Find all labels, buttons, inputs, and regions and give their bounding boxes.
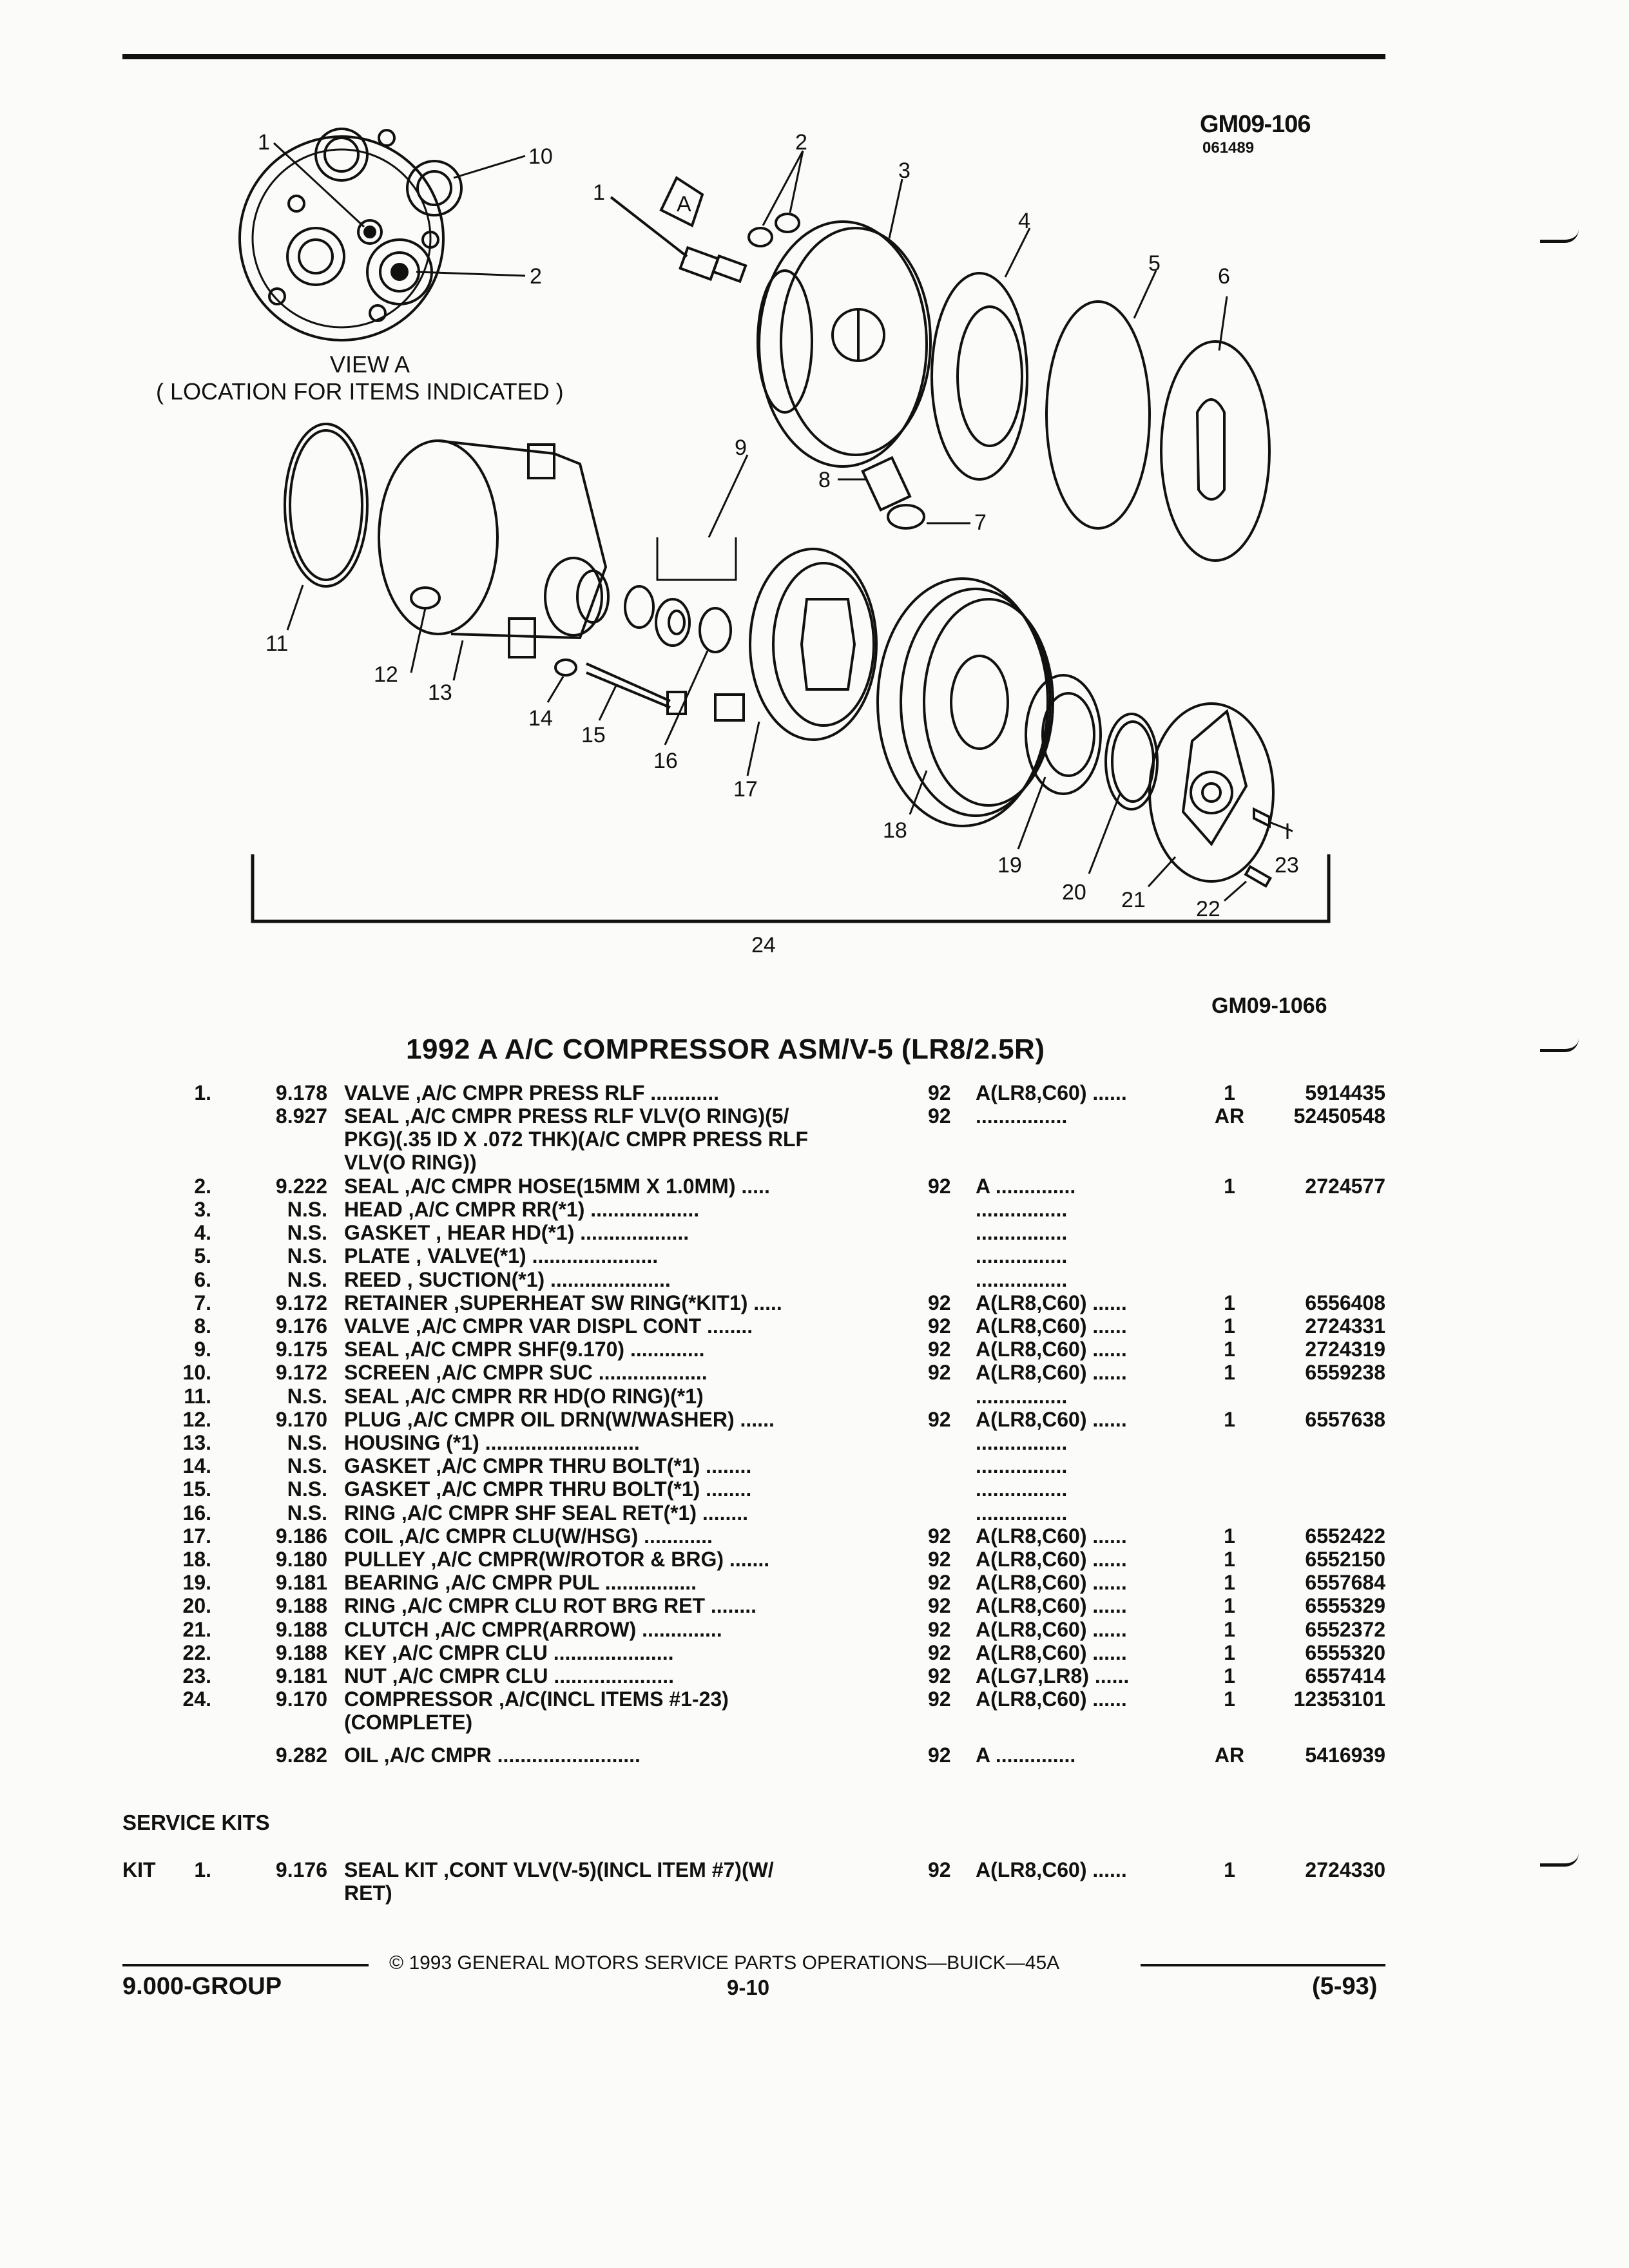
application: ................ [976, 1477, 1068, 1501]
description-line: SEAL ,A/C CMPR PRESS RLF VLV(O RING)(5/ [344, 1104, 789, 1128]
footer-date: (5-93) [1312, 1973, 1378, 2000]
application: A .............. [976, 1743, 1076, 1767]
application: A(LR8,C60) ...... [976, 1407, 1127, 1431]
view-a-rear-head [240, 129, 461, 340]
item-number: 4. [194, 1221, 211, 1245]
description-line: PKG)(.35 ID X .072 THK)(A/C CMPR PRESS RLF [344, 1128, 809, 1151]
group-number: N.S. [287, 1244, 327, 1268]
description-line: NUT ,A/C CMPR CLU ..................... [344, 1664, 675, 1687]
item-number: 24. [182, 1687, 211, 1711]
part-description [344, 1104, 808, 1174]
quantity: 1 [1224, 1617, 1235, 1641]
item-number: 17. [182, 1524, 211, 1548]
item-number: 3. [194, 1198, 211, 1221]
callout-20: 20 [1062, 880, 1086, 905]
item-number: 21. [182, 1617, 211, 1641]
description-line: HOUSING (*1) ........................... [344, 1431, 640, 1454]
description-line: GASKET ,A/C CMPR THRU BOLT(*1) ........ [344, 1477, 752, 1501]
quantity: 1 [1224, 1687, 1235, 1711]
callout-21: 21 [1121, 888, 1146, 912]
group-number: N.S. [287, 1477, 327, 1501]
model-year: 92 [928, 1858, 951, 1881]
callout-22: 22 [1196, 897, 1220, 921]
callout-1-view: 1 [258, 130, 270, 155]
callout-24: 24 [751, 933, 776, 957]
group-number: N.S. [287, 1267, 327, 1291]
description-line: VLV(O RING)) [344, 1151, 477, 1175]
model-year: 92 [928, 1594, 951, 1618]
view-marker-letter: A [677, 192, 691, 216]
quantity: 1 [1224, 1361, 1235, 1385]
callout-16: 16 [653, 749, 678, 773]
part-number: 2724319 [1305, 1338, 1385, 1361]
part-number: 6556408 [1305, 1291, 1385, 1314]
model-year: 92 [928, 1338, 951, 1361]
application: ................ [976, 1198, 1068, 1221]
application: A(LR8,C60) ...... [976, 1571, 1127, 1595]
application: ................ [976, 1454, 1068, 1478]
clutch-coil-part [715, 549, 876, 740]
application: A(LR8,C60) ...... [976, 1594, 1127, 1618]
quantity: 1 [1224, 1081, 1235, 1104]
illustration-code: GM09-106 [1200, 111, 1311, 138]
part-description [344, 1314, 753, 1338]
part-number: 6559238 [1305, 1361, 1385, 1385]
quantity: 1 [1224, 1548, 1235, 1571]
item-number: 5. [194, 1244, 211, 1268]
item-number: 16. [182, 1501, 211, 1524]
description-line: COMPRESSOR ,A/C(INCL ITEMS #1-23) [344, 1687, 729, 1711]
model-year: 92 [928, 1743, 951, 1767]
callout-5: 5 [1148, 251, 1161, 276]
callout-17: 17 [733, 777, 758, 802]
model-year: 92 [928, 1291, 951, 1314]
part-description [344, 1524, 713, 1548]
item-number: 22. [182, 1640, 211, 1664]
quantity: 1 [1224, 1291, 1235, 1314]
rear-head-part [758, 222, 930, 466]
callout-8: 8 [818, 468, 831, 492]
part-number: 6557414 [1305, 1664, 1385, 1687]
item-number: 15. [182, 1477, 211, 1501]
group-number: 9.188 [275, 1617, 327, 1641]
part-description [344, 1291, 782, 1314]
application: A(LR8,C60) ...... [976, 1081, 1127, 1104]
group-number: 9.180 [275, 1548, 327, 1571]
quantity: AR [1214, 1743, 1245, 1767]
footer-page-number: 9-10 [727, 1975, 770, 1999]
compressor-housing-part [379, 441, 608, 657]
description-line: COIL ,A/C CMPR CLU(W/HSG) ............ [344, 1524, 713, 1548]
quantity: 1 [1224, 1524, 1235, 1548]
group-number: 9.178 [275, 1081, 327, 1104]
application: ................ [976, 1384, 1068, 1408]
model-year: 92 [928, 1687, 951, 1711]
group-number: 9.282 [275, 1743, 327, 1767]
item-number: 14. [182, 1454, 211, 1478]
group-number: 9.222 [275, 1174, 327, 1198]
part-number: 5914435 [1305, 1081, 1385, 1104]
callout-18: 18 [883, 818, 907, 843]
item-number: 18. [182, 1548, 211, 1571]
part-number: 12353101 [1293, 1687, 1385, 1711]
application: A(LR8,C60) ...... [976, 1314, 1127, 1338]
description-line: RING ,A/C CMPR CLU ROT BRG RET ........ [344, 1594, 757, 1618]
model-year: 92 [928, 1571, 951, 1595]
callout-11: 11 [265, 631, 289, 656]
callout-9: 9 [735, 436, 747, 460]
part-number: 2724577 [1305, 1174, 1385, 1198]
description-line: CLUTCH ,A/C CMPR(ARROW) .............. [344, 1617, 722, 1641]
description-line: KEY ,A/C CMPR CLU ..................... [344, 1640, 674, 1664]
quantity: 1 [1224, 1858, 1235, 1881]
part-description [344, 1431, 640, 1454]
group-number: N.S. [287, 1501, 327, 1524]
application: ................ [976, 1267, 1068, 1291]
pulley-part [878, 579, 1053, 826]
group-number: 9.181 [275, 1571, 327, 1595]
description-line: SEAL ,A/C CMPR HOSE(15MM X 1.0MM) ..... [344, 1174, 770, 1198]
part-description [344, 1687, 729, 1734]
description-line: GASKET ,A/C CMPR THRU BOLT(*1) ........ [344, 1454, 752, 1478]
callout-2: 2 [795, 130, 807, 155]
description-line: VALVE ,A/C CMPR PRESS RLF ............ [344, 1081, 719, 1104]
model-year: 92 [928, 1640, 951, 1664]
quantity: 1 [1224, 1314, 1235, 1338]
description-line: (COMPLETE) [344, 1711, 473, 1735]
item-number: 2. [194, 1174, 211, 1198]
group-number: 9.188 [275, 1594, 327, 1618]
part-description [344, 1175, 770, 1198]
part-description [344, 1385, 704, 1408]
item-number: 13. [182, 1431, 211, 1454]
service-kits-heading: SERVICE KITS [122, 1811, 270, 1834]
callout-15: 15 [581, 723, 606, 747]
callout-7: 7 [974, 510, 987, 535]
group-number: 9.181 [275, 1664, 327, 1687]
group-number: 9.170 [275, 1407, 327, 1431]
part-number: 6555329 [1305, 1594, 1385, 1618]
description-line: PLATE , VALVE(*1) ...................... [344, 1244, 659, 1268]
callout-19: 19 [998, 853, 1022, 878]
quantity: 1 [1224, 1640, 1235, 1664]
description-line: SEAL ,A/C CMPR SHF(9.170) ............. [344, 1338, 705, 1361]
model-year: 92 [928, 1174, 951, 1198]
application: A(LR8,C60) ...... [976, 1640, 1127, 1664]
description-line: VALVE ,A/C CMPR VAR DISPL CONT ........ [344, 1314, 753, 1338]
part-description [344, 1338, 705, 1361]
footer-rule-left [122, 1964, 369, 1966]
compressor-exploded-diagram [0, 0, 1629, 979]
group-number: N.S. [287, 1454, 327, 1478]
group-number: 9.176 [275, 1314, 327, 1338]
quantity: 1 [1224, 1407, 1235, 1431]
application: A(LR8,C60) ...... [976, 1687, 1127, 1711]
application: A(LR8,C60) ...... [976, 1291, 1127, 1314]
item-number: 9. [194, 1338, 211, 1361]
footer-group: 9.000-GROUP [122, 1973, 282, 2000]
model-year: 92 [928, 1617, 951, 1641]
group-number: N.S. [287, 1384, 327, 1408]
group-number: 9.170 [275, 1687, 327, 1711]
part-number: 2724331 [1305, 1314, 1385, 1338]
callout-14: 14 [528, 706, 553, 731]
part-description [344, 1571, 697, 1594]
part-number: 6557638 [1305, 1407, 1385, 1431]
group-number: 9.172 [275, 1291, 327, 1314]
callout-6: 6 [1218, 264, 1230, 289]
item-number: 11. [184, 1384, 211, 1408]
group-number: 9.175 [275, 1338, 327, 1361]
model-year: 92 [928, 1104, 951, 1128]
item-number: 23. [182, 1664, 211, 1687]
model-year: 92 [928, 1361, 951, 1385]
application: A(LR8,C60) ...... [976, 1338, 1127, 1361]
application: ................ [976, 1104, 1068, 1128]
item-number: 7. [194, 1291, 211, 1314]
group-number: 8.927 [275, 1104, 327, 1128]
description-line: RET) [344, 1881, 392, 1905]
illustration-subcode: 061489 [1202, 139, 1255, 157]
view-a-leaders [274, 143, 525, 276]
description-line: RING ,A/C CMPR SHF SEAL RET(*1) ........ [344, 1501, 749, 1524]
part-number: 5416939 [1305, 1743, 1385, 1767]
description-line: OIL ,A/C CMPR ......................... [344, 1743, 641, 1767]
figure-code: GM09-1066 [1211, 994, 1327, 1018]
part-description [344, 1641, 673, 1664]
callout-3: 3 [898, 159, 911, 183]
description-line: BEARING ,A/C CMPR PUL ................ [344, 1571, 697, 1595]
model-year: 92 [928, 1664, 951, 1687]
description-line: PULLEY ,A/C CMPR(W/ROTOR & BRG) ....... [344, 1548, 770, 1571]
quantity: 1 [1224, 1571, 1235, 1595]
part-number: 2724330 [1305, 1858, 1385, 1881]
group-number: 9.176 [275, 1858, 327, 1881]
description-line: GASKET , HEAR HD(*1) ................... [344, 1221, 689, 1245]
view-a-caption-sub: ( LOCATION FOR ITEMS INDICATED ) [156, 378, 564, 405]
callout-23: 23 [1275, 853, 1299, 878]
group-number: N.S. [287, 1431, 327, 1454]
group-number: N.S. [287, 1221, 327, 1245]
callout-4: 4 [1018, 209, 1030, 233]
part-description [344, 1594, 757, 1617]
part-description [344, 1198, 699, 1221]
item-number: 20. [182, 1594, 211, 1618]
model-year: 92 [928, 1314, 951, 1338]
part-description [344, 1408, 775, 1431]
description-line: SEAL KIT ,CONT VLV(V-5)(INCL ITEM #7)(W/ [344, 1858, 774, 1881]
quantity: AR [1214, 1104, 1245, 1128]
part-number: 6552372 [1305, 1617, 1385, 1641]
margin-mark [1540, 1039, 1579, 1052]
view-a-marker [661, 178, 702, 226]
quantity: 1 [1224, 1174, 1235, 1198]
part-description [344, 1664, 674, 1687]
footer-copyright: © 1993 GENERAL MOTORS SERVICE PARTS OPERATIONS—BUICK—45A [389, 1952, 1060, 1974]
callout-10: 10 [528, 144, 553, 169]
application: A .............. [976, 1174, 1076, 1198]
item-number: 6. [194, 1267, 211, 1291]
application: ................ [976, 1431, 1068, 1454]
kit-item-number: 1. [194, 1858, 211, 1881]
kit-description [344, 1858, 774, 1905]
part-description [344, 1548, 769, 1571]
part-number: 6557684 [1305, 1571, 1385, 1595]
item-number: 8. [194, 1314, 211, 1338]
item-number: 10. [182, 1361, 211, 1385]
model-year: 92 [928, 1081, 951, 1104]
item-number: 19. [182, 1571, 211, 1595]
group-number: 9.186 [275, 1524, 327, 1548]
callout-2-view: 2 [530, 264, 542, 289]
application: A(LG7,LR8) ...... [976, 1664, 1130, 1687]
clutch-plate-part [1150, 704, 1273, 881]
part-number: 52450548 [1293, 1104, 1385, 1128]
part-description [344, 1244, 658, 1267]
application: A(LR8,C60) ...... [976, 1361, 1127, 1385]
part-description [344, 1221, 689, 1244]
section-title: 1992 A A/C COMPRESSOR ASM/V-5 (LR8/2.5R) [406, 1033, 1045, 1065]
callout-1: 1 [593, 180, 605, 205]
part-number: 6552422 [1305, 1524, 1385, 1548]
view-a-caption: VIEW A [330, 351, 410, 378]
description-line: RETAINER ,SUPERHEAT SW RING(*KIT1) ..... [344, 1291, 782, 1314]
model-year: 92 [928, 1407, 951, 1431]
part-number: 6555320 [1305, 1640, 1385, 1664]
description-line: SCREEN ,A/C CMPR SUC ................... [344, 1361, 708, 1385]
application: A(LR8,C60) ...... [976, 1548, 1127, 1571]
group-number: 9.172 [275, 1361, 327, 1385]
description-line: PLUG ,A/C CMPR OIL DRN(W/WASHER) ...... [344, 1407, 775, 1431]
model-year: 92 [928, 1524, 951, 1548]
group-number: N.S. [287, 1198, 327, 1221]
application: A(LR8,C60) ...... [976, 1858, 1127, 1881]
application: A(LR8,C60) ...... [976, 1524, 1127, 1548]
quantity: 1 [1224, 1338, 1235, 1361]
application: ................ [976, 1221, 1068, 1245]
application: ................ [976, 1501, 1068, 1524]
kit-label: KIT [122, 1858, 156, 1881]
part-description [344, 1081, 719, 1104]
description-line: REED , SUCTION(*1) ..................... [344, 1267, 671, 1291]
part-description [344, 1477, 751, 1501]
item-number: 12. [182, 1407, 211, 1431]
application: A(LR8,C60) ...... [976, 1617, 1127, 1641]
quantity: 1 [1224, 1664, 1235, 1687]
application: ................ [976, 1244, 1068, 1268]
description-line: SEAL ,A/C CMPR RR HD(O RING)(*1) [344, 1384, 704, 1408]
model-year: 92 [928, 1548, 951, 1571]
group-number: 9.188 [275, 1640, 327, 1664]
margin-mark [1540, 1853, 1579, 1867]
item-number: 1. [194, 1081, 211, 1104]
quantity: 1 [1224, 1594, 1235, 1618]
part-number: 6552150 [1305, 1548, 1385, 1571]
part-description [344, 1268, 671, 1291]
part-description [344, 1744, 641, 1767]
part-description [344, 1618, 722, 1641]
description-line: HEAD ,A/C CMPR RR(*1) ................... [344, 1198, 700, 1221]
part-description [344, 1454, 751, 1477]
footer-rule-right [1141, 1964, 1385, 1966]
callout-13: 13 [428, 680, 452, 705]
part-description [344, 1361, 708, 1384]
callout-12: 12 [374, 662, 398, 687]
part-description [344, 1501, 748, 1524]
